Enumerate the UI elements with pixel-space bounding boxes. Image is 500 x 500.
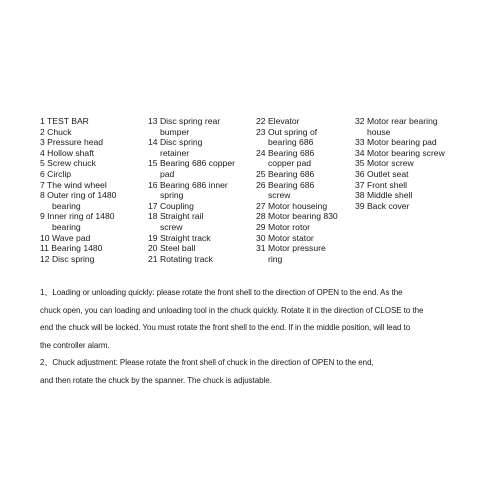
instruction-line: 1、Loading or unloading quickly: please rotate the front shell to the direction of OPEN to the end. As the bbox=[40, 288, 403, 297]
part-label-continued: screw bbox=[268, 190, 291, 201]
part-item bbox=[40, 190, 116, 211]
part-item bbox=[40, 243, 116, 254]
part-item bbox=[256, 116, 338, 127]
instructions bbox=[40, 284, 480, 389]
part-item bbox=[256, 222, 338, 233]
part-item bbox=[40, 148, 116, 159]
part-label: 22 Elevator bbox=[256, 116, 300, 126]
part-item bbox=[148, 137, 235, 158]
part-item bbox=[40, 233, 116, 244]
part-item bbox=[40, 116, 116, 127]
part-label: 11 Bearing 1480 bbox=[40, 243, 103, 254]
part-label-continued: copper pad bbox=[268, 158, 312, 169]
part-label: 30 Motor stator bbox=[256, 232, 314, 243]
part-label: 26 Bearing 686 bbox=[256, 179, 315, 190]
part-item bbox=[148, 254, 235, 265]
instruction-line: end the chuck will be locked. You must rotate the front shell to the end. If in the middle position, will lead to bbox=[40, 323, 411, 332]
part-item bbox=[40, 211, 116, 232]
instruction-line: the controller alarm. bbox=[40, 340, 110, 350]
part-item bbox=[355, 180, 445, 191]
part-label-continued: screw bbox=[160, 221, 183, 232]
part-label: 13 Disc spring rear bbox=[148, 116, 221, 126]
parts-column-2 bbox=[148, 116, 235, 264]
part-label: 15 Bearing 686 copper bbox=[148, 158, 235, 169]
part-item bbox=[355, 169, 445, 180]
part-label: 4 Hollow shaft bbox=[40, 147, 94, 158]
part-item bbox=[256, 169, 338, 180]
part-label: 31 Motor pressure bbox=[256, 243, 326, 254]
part-label: 17 Coupling bbox=[148, 200, 194, 211]
part-label: 27 Motor houseing bbox=[256, 200, 328, 211]
part-item bbox=[40, 158, 116, 169]
part-item bbox=[355, 190, 445, 201]
part-label-continued: pad bbox=[160, 168, 175, 179]
part-label: 8 Outer ring of 1480 bbox=[40, 190, 117, 201]
part-label: 25 Bearing 686 bbox=[256, 168, 315, 179]
part-label: 28 Motor bearing 830 bbox=[256, 211, 338, 222]
part-label: 1 TEST BAR bbox=[40, 116, 89, 126]
part-item bbox=[40, 137, 116, 148]
part-label: 12 Disc spring bbox=[40, 253, 95, 264]
part-item bbox=[355, 158, 445, 169]
part-item bbox=[256, 148, 338, 169]
parts-column-1 bbox=[40, 116, 116, 264]
part-label: 38 Middle shell bbox=[355, 190, 413, 201]
part-label-continued: bearing bbox=[52, 221, 81, 232]
part-item bbox=[148, 180, 235, 201]
part-label-continued: bumper bbox=[160, 126, 190, 137]
part-label: 3 Pressure head bbox=[40, 137, 104, 148]
part-item bbox=[256, 233, 338, 244]
part-label: 14 Disc spring bbox=[148, 137, 203, 148]
part-item bbox=[148, 158, 235, 179]
part-label-continued: house bbox=[367, 126, 391, 137]
part-item bbox=[256, 243, 338, 264]
part-label-continued: spring bbox=[160, 190, 184, 201]
part-label: 24 Bearing 686 bbox=[256, 147, 315, 158]
part-label: 6 Circlip bbox=[40, 168, 72, 179]
part-item bbox=[355, 201, 445, 212]
part-item bbox=[40, 254, 116, 265]
part-label: 19 Straight track bbox=[148, 232, 211, 243]
part-label: 10 Wave pad bbox=[40, 232, 91, 243]
part-label: 5 Screw chuck bbox=[40, 158, 96, 169]
part-label: 7 The wind wheel bbox=[40, 179, 107, 190]
part-label: 36 Outlet seat bbox=[355, 168, 409, 179]
instruction-line: chuck open, you can loading and unloading tool in the chuck quickly. Rotate it in the direction of CLOSE to the bbox=[40, 305, 424, 315]
part-item bbox=[148, 243, 235, 254]
part-label: 34 Motor bearing screw bbox=[355, 147, 445, 158]
part-label: 23 Out spring of bbox=[256, 126, 318, 137]
part-item bbox=[148, 201, 235, 212]
part-label: 33 Motor bearing pad bbox=[355, 137, 437, 148]
parts-list bbox=[40, 116, 480, 276]
part-label-continued: bearing 686 bbox=[268, 137, 314, 148]
part-label: 35 Motor screw bbox=[355, 158, 414, 169]
part-item bbox=[148, 211, 235, 232]
part-item bbox=[355, 137, 445, 148]
part-item bbox=[256, 211, 338, 222]
parts-column-3 bbox=[256, 116, 338, 264]
part-label: 18 Straight rail bbox=[148, 211, 204, 222]
part-item bbox=[40, 180, 116, 191]
part-item bbox=[256, 201, 338, 212]
part-label: 20 Steel ball bbox=[148, 243, 196, 254]
part-label-continued: bearing bbox=[52, 200, 81, 211]
part-item bbox=[355, 148, 445, 159]
parts-column-4 bbox=[355, 116, 445, 211]
part-item bbox=[256, 180, 338, 201]
part-item bbox=[148, 116, 235, 137]
part-label: 16 Bearing 686 inner bbox=[148, 179, 228, 190]
part-item bbox=[40, 127, 116, 138]
part-item bbox=[148, 233, 235, 244]
part-label: 9 Inner ring of 1480 bbox=[40, 211, 115, 222]
instruction-line: and then rotate the chuck by the spanner. The chuck is adjustable. bbox=[40, 375, 272, 385]
part-label: 29 Motor rotor bbox=[256, 221, 310, 232]
part-label-continued: retainer bbox=[160, 147, 190, 158]
part-item bbox=[40, 169, 116, 180]
part-label-continued: ring bbox=[268, 253, 283, 264]
part-label: 37 Front shell bbox=[355, 179, 408, 190]
part-item bbox=[355, 116, 445, 137]
part-label: 32 Motor rear bearing bbox=[355, 116, 438, 126]
part-label: 2 Chuck bbox=[40, 126, 72, 137]
part-label: 39 Back cover bbox=[355, 200, 410, 211]
part-label: 21 Rotating track bbox=[148, 253, 213, 264]
part-item bbox=[256, 127, 338, 148]
instruction-line: 2、Chuck adjustment: Please rotate the front shell of chuck in the direction of OPEN to the end, bbox=[40, 358, 374, 367]
